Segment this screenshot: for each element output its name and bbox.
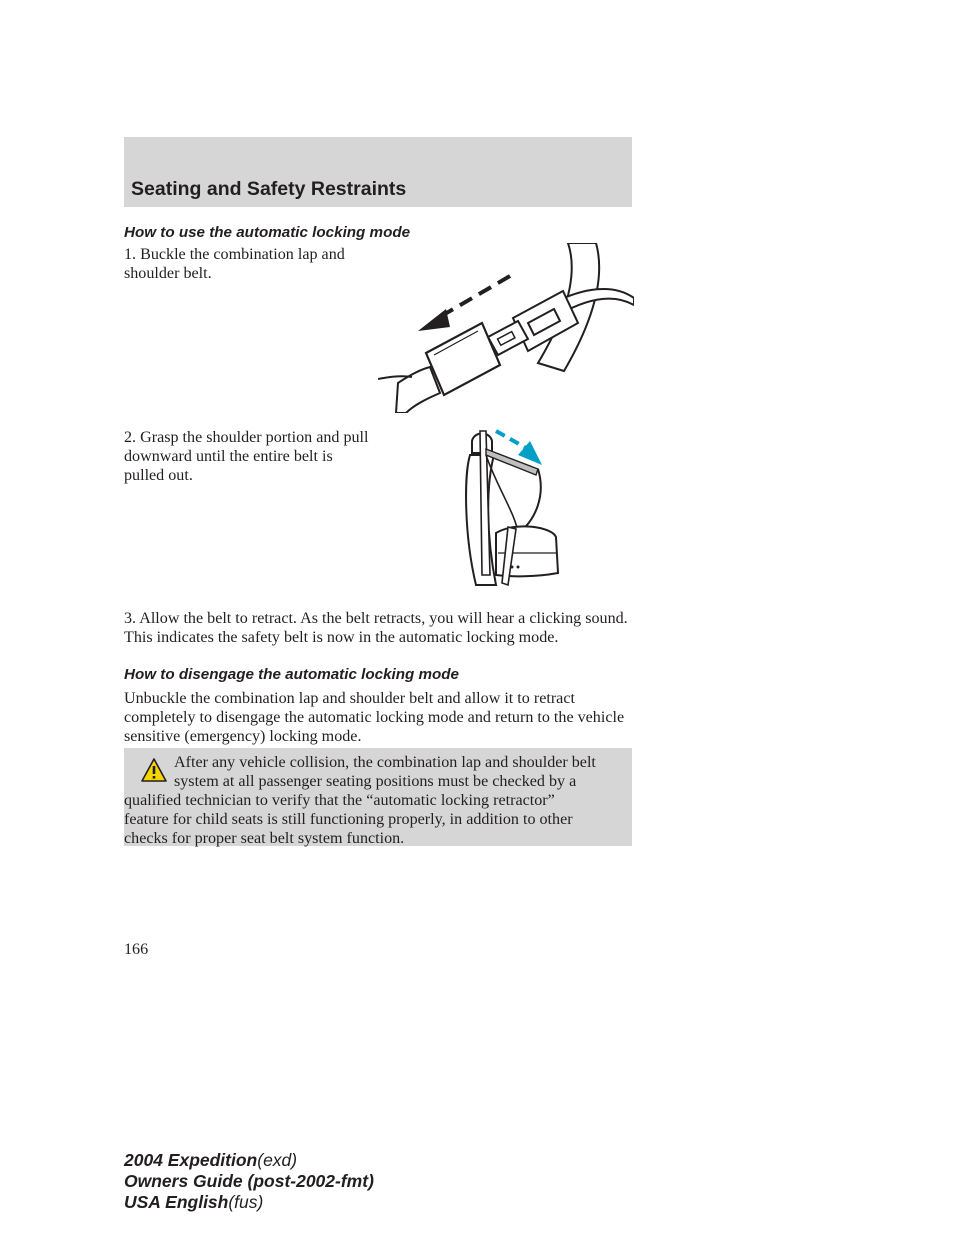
footer-language: USA English (124, 1192, 229, 1212)
footer-language-code: (fus) (228, 1192, 264, 1212)
warning-line-1: After any vehicle collision, the combination lap and shoulder belt (174, 754, 596, 771)
warning-line-2: system at all passenger seating positions must be checked by a (174, 773, 577, 790)
step-3-text: 3. Allow the belt to retract. As the belt retracts, you will hear a clicking sound. This indicates the safety belt is now in the automatic locking mode. (124, 610, 628, 646)
warning-line-3: qualified technician to verify that the “automatic locking retractor” (124, 792, 555, 809)
buckle-illustration (378, 243, 634, 413)
footer-vehicle: 2004 Expedition (124, 1150, 258, 1170)
footer-line-2: Owners Guide (post-2002-fmt) (124, 1171, 374, 1191)
page-number: 166 (124, 941, 149, 958)
disengage-text: Unbuckle the combination lap and shoulder belt and allow it to retract completely to disengage the automatic locking mode and return to the vehicle sensitive (emergency) locking mode. (124, 690, 625, 745)
warning-line-4: feature for child seats is still functioning properly, in addition to other (124, 811, 573, 828)
footer-vehicle-code: (exd) (257, 1150, 298, 1170)
warning-text (124, 753, 624, 848)
step-1-text: 1. Buckle the combination lap and shoulder belt. (124, 246, 345, 282)
insert-arrow-icon (418, 276, 510, 331)
automatic-locking-heading: How to use the automatic locking mode (124, 224, 411, 241)
footer-line-1 (124, 1150, 374, 1171)
warning-line-5: checks for proper seat belt system function. (124, 830, 405, 847)
step-2-text: 2. Grasp the shoulder portion and pull downward until the entire belt is pulled out. (124, 429, 369, 484)
document-footer (124, 1150, 374, 1213)
disengage-heading: How to disengage the automatic locking mode (124, 666, 460, 683)
seat-belt-pull-illustration (456, 425, 566, 595)
page-section-title: Seating and Safety Restraints (131, 178, 407, 200)
footer-line-3 (124, 1192, 374, 1213)
